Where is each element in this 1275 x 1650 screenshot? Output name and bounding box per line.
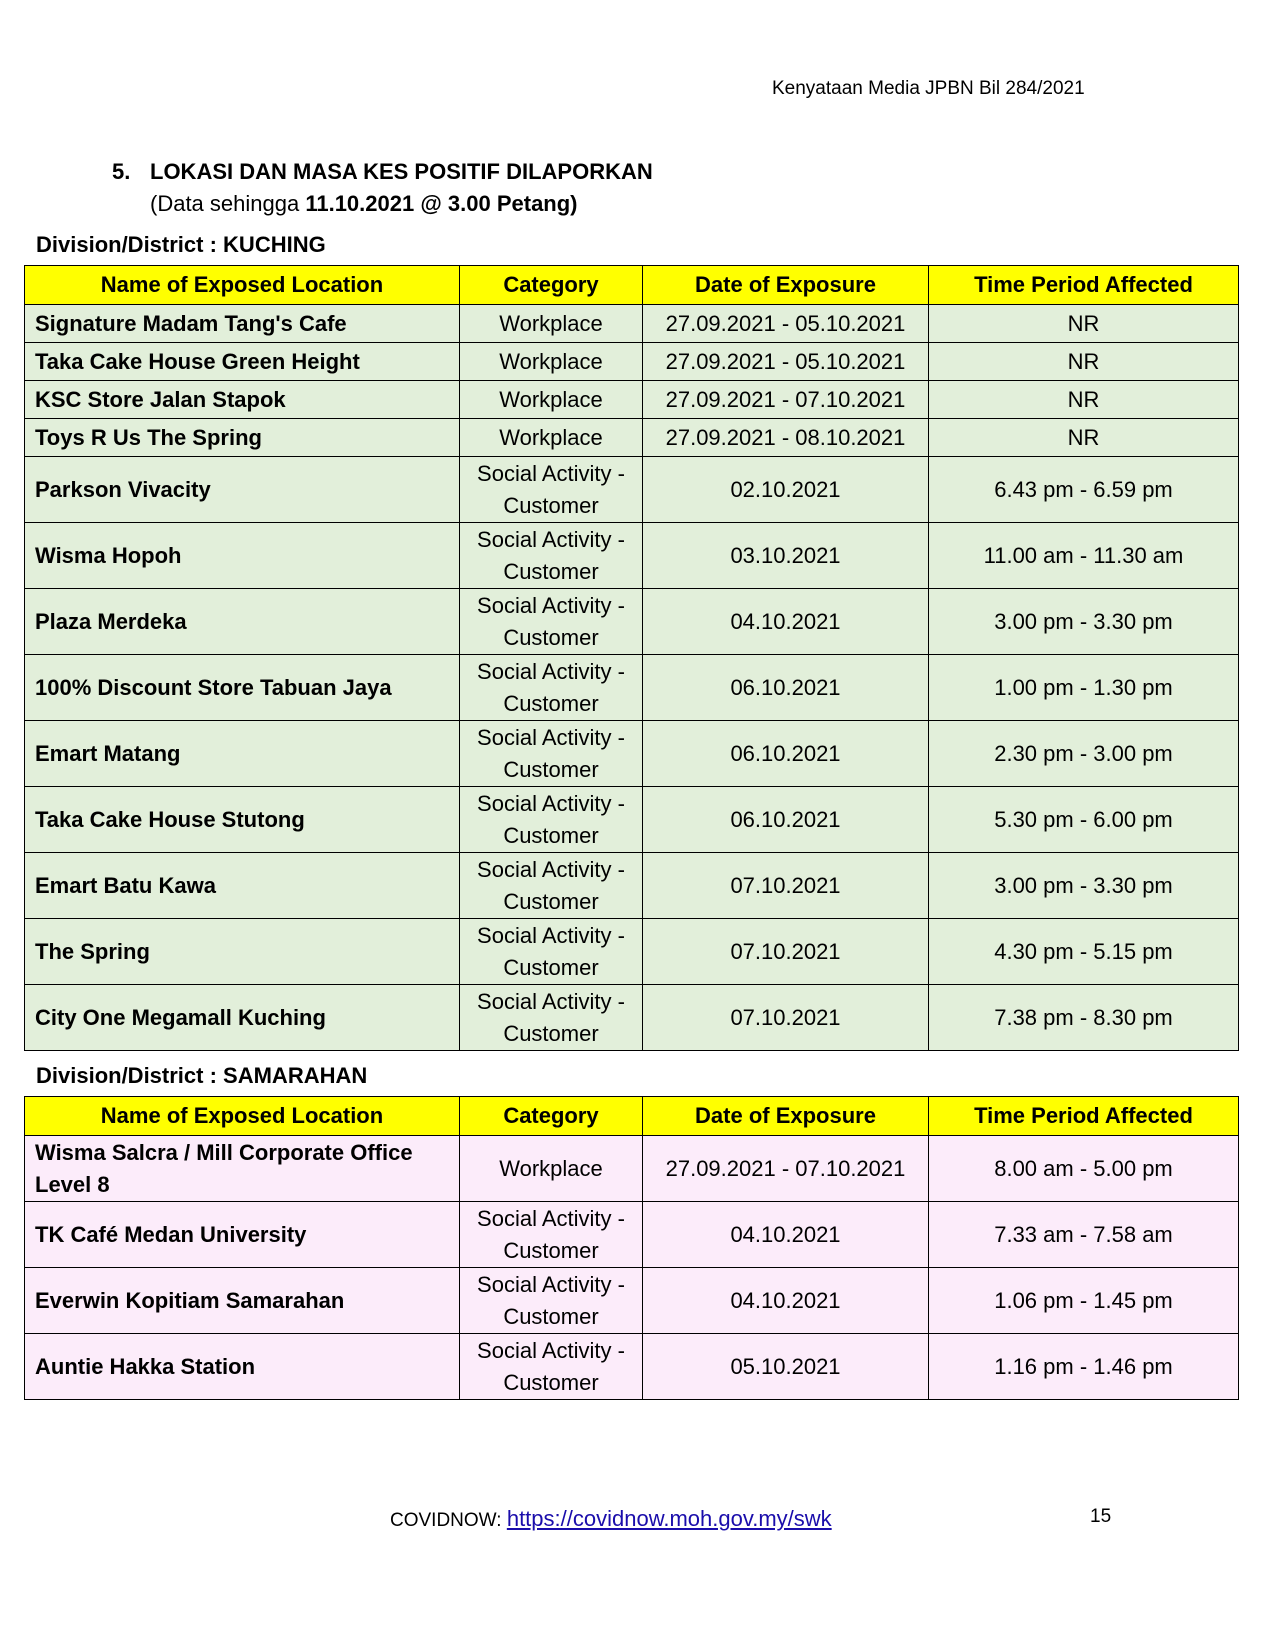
cell-location: Wisma Salcra / Mill Corporate Office Level 8	[25, 1136, 460, 1202]
subtitle-prefix: (Data sehingga	[150, 191, 306, 216]
table-row	[25, 457, 1239, 523]
cell-category: Social Activity - Customer	[460, 721, 643, 787]
cell-location: Plaza Merdeka	[25, 589, 460, 655]
column-header-category: Category	[460, 1097, 643, 1136]
cell-time: 4.30 pm - 5.15 pm	[929, 919, 1239, 985]
table-row	[25, 343, 1239, 381]
column-header-date: Date of Exposure	[643, 1097, 929, 1136]
cell-date: 27.09.2021 - 08.10.2021	[643, 419, 929, 457]
cell-date: 27.09.2021 - 07.10.2021	[643, 381, 929, 419]
cell-category: Workplace	[460, 343, 643, 381]
cell-location: 100% Discount Store Tabuan Jaya	[25, 655, 460, 721]
cell-date: 07.10.2021	[643, 985, 929, 1051]
footer-label: COVIDNOW:	[390, 1510, 507, 1531]
cell-category: Social Activity - Customer	[460, 589, 643, 655]
cell-location: Wisma Hopoh	[25, 523, 460, 589]
cell-category: Workplace	[460, 305, 643, 343]
cell-category: Social Activity - Customer	[460, 1202, 643, 1268]
cell-location: Signature Madam Tang's Cafe	[25, 305, 460, 343]
cell-category: Social Activity - Customer	[460, 523, 643, 589]
subtitle-date: 11.10.2021 @ 3.00 Petang)	[305, 191, 578, 216]
district-name: KUCHING	[223, 232, 326, 257]
cell-location: Taka Cake House Stutong	[25, 787, 460, 853]
district-label: Division/District :	[36, 232, 224, 257]
table-row	[25, 1268, 1239, 1334]
cell-category: Social Activity - Customer	[460, 655, 643, 721]
cell-category: Workplace	[460, 1136, 643, 1202]
cell-date: 27.09.2021 - 05.10.2021	[643, 343, 929, 381]
district-heading-samarahan	[36, 1063, 367, 1089]
cell-category: Social Activity - Customer	[460, 919, 643, 985]
cell-time: 2.30 pm - 3.00 pm	[929, 721, 1239, 787]
cell-location: Toys R Us The Spring	[25, 419, 460, 457]
cell-category: Social Activity - Customer	[460, 787, 643, 853]
covidnow-link[interactable]: https://covidnow.moh.gov.my/swk	[506, 1506, 832, 1531]
samarahan-exposure-table	[24, 1096, 1239, 1400]
table-row	[25, 985, 1239, 1051]
cell-time: 1.16 pm - 1.46 pm	[929, 1334, 1239, 1400]
cell-time: 8.00 am - 5.00 pm	[929, 1136, 1239, 1202]
table-row	[25, 787, 1239, 853]
table-row	[25, 853, 1239, 919]
cell-time: 1.00 pm - 1.30 pm	[929, 655, 1239, 721]
cell-location: KSC Store Jalan Stapok	[25, 381, 460, 419]
cell-location: Taka Cake House Green Height	[25, 343, 460, 381]
table-header-row	[25, 1097, 1239, 1136]
cell-time: 7.38 pm - 8.30 pm	[929, 985, 1239, 1051]
cell-category: Social Activity - Customer	[460, 985, 643, 1051]
page-number: 15	[1090, 1506, 1112, 1527]
footer	[390, 1506, 832, 1532]
column-header-time: Time Period Affected	[929, 266, 1239, 305]
table-row	[25, 589, 1239, 655]
column-header-location: Name of Exposed Location	[25, 266, 460, 305]
cell-time: NR	[929, 381, 1239, 419]
table-row	[25, 419, 1239, 457]
cell-location: The Spring	[25, 919, 460, 985]
cell-time: 11.00 am - 11.30 am	[929, 523, 1239, 589]
cell-date: 06.10.2021	[643, 655, 929, 721]
cell-category: Workplace	[460, 381, 643, 419]
table-row	[25, 721, 1239, 787]
cell-location: Everwin Kopitiam Samarahan	[25, 1268, 460, 1334]
cell-location: Parkson Vivacity	[25, 457, 460, 523]
cell-location: Auntie Hakka Station	[25, 1334, 460, 1400]
cell-time: 5.30 pm - 6.00 pm	[929, 787, 1239, 853]
cell-location: City One Megamall Kuching	[25, 985, 460, 1051]
document-reference: Kenyataan Media JPBN Bil 284/2021	[772, 78, 1085, 99]
cell-time: NR	[929, 343, 1239, 381]
table-row	[25, 523, 1239, 589]
cell-date: 04.10.2021	[643, 589, 929, 655]
cell-category: Social Activity - Customer	[460, 457, 643, 523]
cell-location: Emart Batu Kawa	[25, 853, 460, 919]
column-header-time: Time Period Affected	[929, 1097, 1239, 1136]
cell-category: Workplace	[460, 419, 643, 457]
district-label: Division/District :	[36, 1063, 224, 1088]
section-title: LOKASI DAN MASA KES POSITIF DILAPORKAN	[150, 159, 653, 184]
table-row	[25, 1136, 1239, 1202]
cell-time: 3.00 pm - 3.30 pm	[929, 853, 1239, 919]
section-subtitle	[112, 188, 653, 220]
cell-date: 07.10.2021	[643, 919, 929, 985]
table-row	[25, 1202, 1239, 1268]
table-header-row	[25, 266, 1239, 305]
cell-time: 6.43 pm - 6.59 pm	[929, 457, 1239, 523]
cell-time: NR	[929, 419, 1239, 457]
cell-category: Social Activity - Customer	[460, 1334, 643, 1400]
district-name: SAMARAHAN	[223, 1063, 368, 1088]
section-heading	[112, 156, 653, 220]
cell-date: 05.10.2021	[643, 1334, 929, 1400]
cell-time: NR	[929, 305, 1239, 343]
district-heading-kuching	[36, 232, 326, 258]
cell-date: 06.10.2021	[643, 721, 929, 787]
column-header-location: Name of Exposed Location	[25, 1097, 460, 1136]
table-row	[25, 919, 1239, 985]
cell-date: 03.10.2021	[643, 523, 929, 589]
cell-location: TK Café Medan University	[25, 1202, 460, 1268]
cell-date: 27.09.2021 - 05.10.2021	[643, 305, 929, 343]
cell-date: 06.10.2021	[643, 787, 929, 853]
cell-category: Social Activity - Customer	[460, 1268, 643, 1334]
cell-date: 04.10.2021	[643, 1202, 929, 1268]
cell-category: Social Activity - Customer	[460, 853, 643, 919]
cell-location: Emart Matang	[25, 721, 460, 787]
table-row	[25, 1334, 1239, 1400]
table-row	[25, 305, 1239, 343]
cell-date: 27.09.2021 - 07.10.2021	[643, 1136, 929, 1202]
section-number: 5.	[112, 159, 131, 184]
table-row	[25, 655, 1239, 721]
cell-date: 07.10.2021	[643, 853, 929, 919]
cell-time: 1.06 pm - 1.45 pm	[929, 1268, 1239, 1334]
cell-date: 04.10.2021	[643, 1268, 929, 1334]
column-header-category: Category	[460, 266, 643, 305]
cell-date: 02.10.2021	[643, 457, 929, 523]
column-header-date: Date of Exposure	[643, 266, 929, 305]
table-row	[25, 381, 1239, 419]
cell-time: 3.00 pm - 3.30 pm	[929, 589, 1239, 655]
cell-time: 7.33 am - 7.58 am	[929, 1202, 1239, 1268]
kuching-exposure-table	[24, 265, 1239, 1051]
